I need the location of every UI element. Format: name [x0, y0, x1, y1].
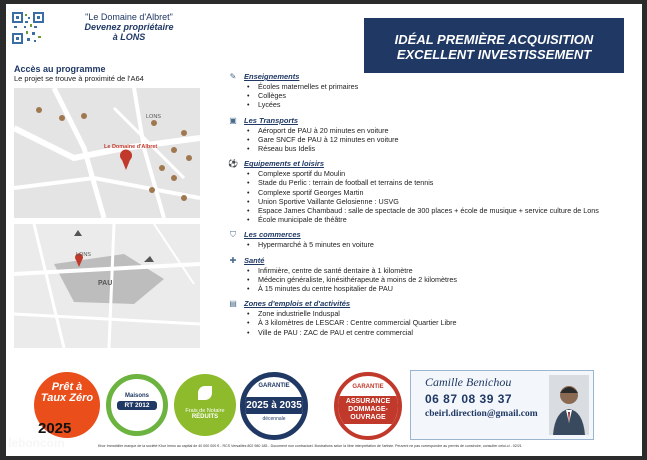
- section-title: Equipements et loisirs: [244, 159, 325, 169]
- section-title: Santé: [244, 255, 265, 265]
- section-enseignements: [228, 72, 633, 110]
- access-title: Accès au programme: [14, 64, 106, 74]
- list-item: • Stade du Perlic : terrain de football et terrains de tennis: [244, 178, 633, 187]
- list-item: • À 15 minutes du centre hospitalier de PAU: [244, 284, 633, 293]
- section-emplois: [228, 299, 633, 337]
- ptz-year: 2025: [38, 420, 72, 437]
- banner-line2: EXCELLENT INVESTISSEMENT: [396, 47, 592, 62]
- contact-photo: [549, 375, 589, 435]
- assurance-label: ASSURANCE DOMMAGE-OUVRAGE: [334, 396, 402, 424]
- list-item: • Gare SNCF de PAU à 12 minutes en voiture: [244, 135, 633, 144]
- qr-code-icon[interactable]: [12, 12, 44, 44]
- map2-label-pau: PAU: [98, 280, 113, 287]
- garantie-decennale-badge: [240, 372, 308, 440]
- rt2012-badge: [106, 374, 168, 436]
- headline-banner: [364, 18, 624, 73]
- project-name: "Le Domaine d'Albret": [85, 12, 173, 22]
- local-map-roads: [14, 88, 200, 218]
- contact-name: Camille Benichou: [425, 375, 512, 389]
- section-transports: [228, 116, 633, 154]
- section-title: Enseignements: [244, 72, 300, 81]
- sports-icon: ⚽: [228, 159, 238, 169]
- business-icon: ▤: [229, 299, 237, 309]
- contact-email[interactable]: cbeirl.direction@gmail.com: [425, 409, 538, 419]
- list-item: • Infirmière, centre de santé dentaire à 1 kilomètre: [244, 266, 633, 275]
- map1-label-domaine: Le Domaine d'Albret: [104, 144, 158, 150]
- list-item: • Réseau bus Idelis: [244, 144, 633, 153]
- footer: [6, 368, 642, 448]
- notaire-line1: Frais de Notaire: [185, 408, 225, 414]
- map2-label-lons: LONS: [76, 252, 91, 258]
- list-item: • École municipale de théâtre: [244, 215, 633, 224]
- section-commerces: [228, 230, 633, 249]
- header: [64, 12, 194, 42]
- amenities-list: [228, 72, 633, 343]
- list-item: • Aéroport de PAU à 20 minutes en voiture: [244, 126, 633, 135]
- notaire-badge: [174, 374, 236, 436]
- list-item: • Union Sportive Vaillante Gelosienne : USVG: [244, 197, 633, 206]
- garantie-top: GARANTIE: [258, 383, 290, 389]
- section-title: Les commerces: [244, 230, 301, 240]
- contact-phone[interactable]: 06 87 08 39 37: [425, 392, 513, 406]
- shopping-icon: ⛉: [230, 230, 236, 240]
- list-item: • Collèges: [244, 91, 633, 100]
- rt-label: RT 2012: [117, 401, 157, 410]
- assurance-top: GARANTIE: [352, 384, 384, 390]
- ptz-line1: Prêt à: [51, 381, 83, 393]
- leaf-icon: [198, 386, 212, 400]
- health-icon: ✚: [229, 255, 237, 265]
- list-item: • Écoles maternelles et primaires: [244, 82, 633, 91]
- section-title: Zones d'emplois et d'activités: [244, 299, 351, 309]
- list-item: • Médecin généraliste, kinésithérapeute à moins de 2 kilomètres: [244, 275, 633, 284]
- section-equipements: [228, 159, 633, 224]
- banner-line1: IDÉAL PREMIÈRE ACQUISITION: [394, 32, 594, 47]
- notaire-line2: RÉDUITS: [191, 414, 219, 420]
- list-item: • Complexe sportif du Moulin: [244, 169, 633, 178]
- header-subtitle-line2: à LONS: [112, 32, 146, 42]
- garantie-years: 2025 à 2035: [241, 397, 307, 414]
- school-icon: ✎: [229, 72, 237, 81]
- avatar: [549, 375, 589, 435]
- assurance-badge: [334, 372, 402, 440]
- contact-card: [410, 370, 594, 440]
- regional-map[interactable]: [14, 224, 200, 348]
- list-item: • À 3 kilomètres de LESCAR : Centre commercial Quartier Libre: [244, 318, 633, 327]
- list-item: • Zone industrielle Induspal: [244, 309, 633, 318]
- transport-icon: ▣: [229, 115, 237, 125]
- list-item: • Lycées: [244, 100, 633, 109]
- list-item: • Espace James Chambaud : salle de spectacle de 300 places + école de musique + service culture de Lons: [244, 206, 633, 215]
- header-subtitle-line1: Devenez propriétaire: [84, 22, 174, 32]
- list-item: • Ville de PAU : ZAC de PAU et centre commercial: [244, 328, 633, 337]
- garantie-bottom: décennale: [262, 416, 286, 422]
- list-item: • Complexe sportif Georges Martin: [244, 188, 633, 197]
- legal-notice: Khor Immobilier marque de la société Khor immo au capital de 40 000 000 € - RCS Versailles 802 980 185 - Document non contractuel. Illustrations selon la libre interprétation de l'artiste. Peuvent ne pas correspondre au permis de construire, consulter celui-ci - 02/21: [98, 444, 522, 448]
- flyer-page: [6, 4, 642, 456]
- local-map[interactable]: [14, 88, 200, 218]
- rt-top: Maisons: [124, 393, 149, 399]
- ptz-line2: Taux Zéro: [40, 392, 94, 404]
- section-title: Les Transports: [244, 115, 299, 125]
- watermark: leboncoin: [8, 436, 65, 450]
- access-subtitle: Le projet se trouve à proximité de l'A64: [14, 74, 144, 83]
- section-sante: [228, 256, 633, 294]
- list-item: • Hypermarché à 5 minutes en voiture: [244, 240, 633, 249]
- map1-label-lons: LONS: [146, 114, 161, 120]
